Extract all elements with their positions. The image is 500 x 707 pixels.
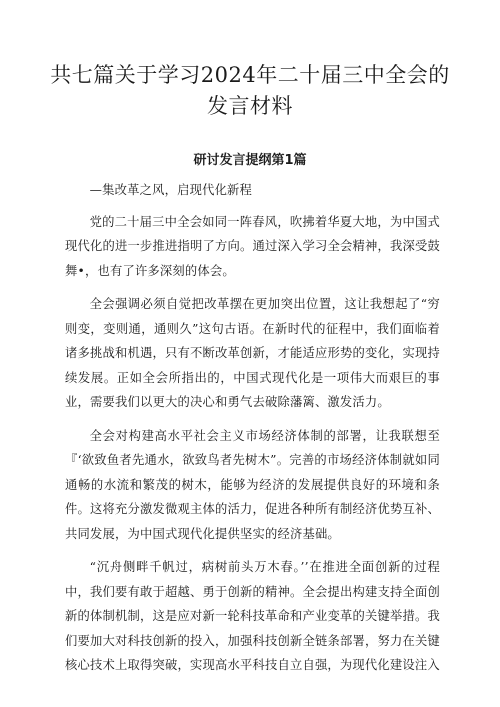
paragraph-2: 全会强调必须自觉把改革摆在更加突出位置，这让我想起了“穷则变，变则通，通则久”这句古语。在新时代的征程中，我们面临着诸多挑战和机遇，只有不断改革创新，才能适应形势的变化，实现持续发展。正如全会所指出的，中国式现代化是一项伟大而艰巨的事业，需要我们以更大的决心和勇气去破除藩篱、激发活力。 — [65, 297, 440, 409]
paragraph-3: 全会对构建高水平社会主义市场经济体制的部署，让我联想至『‘欲致鱼者先通水，欲致鸟者先树木”。完善的市场经济体制就如同通畅的水流和繁茂的树木，能够为经济的发展提供良好的环境和条件。这将充分激发微观主体的活力，促进各种所有制经济优势互补、共同发展，为中国式现代化提供坚实的经济基础。 — [65, 428, 440, 541]
paragraph-4: “沉舟侧畔千帆过，病树前头万木春。’’在推进全面创新的过程中，我们要有敢于超越、勇于创新的精神。全会提出构建支持全面创新的体制机制，这是应对新一轮科技革命和产业变革的关键举措。我们要加大对科技创新的投入，加强科技创新全链条部署，努力在关键核心技术上取得突破，实现高水平科技自立自强，为现代化建设注入 — [65, 560, 440, 672]
document-body — [65, 178, 440, 687]
paragraph-1: 党的二十届三中全会如同一阵春风，吹拂着华夏大地，为中国式现代化的进一步推进指明了方向。通过深入学习全会精神，我深受鼓舞•，也有了许多深刻的体会。 — [65, 214, 440, 278]
document-title: 共七篇关于学习2024年二十届三中全会的发言材料 — [50, 63, 450, 118]
section-title: 研讨发言提纲第1篇 — [193, 153, 307, 168]
lead-line: —集改革之风，启现代化新程 — [89, 183, 253, 197]
